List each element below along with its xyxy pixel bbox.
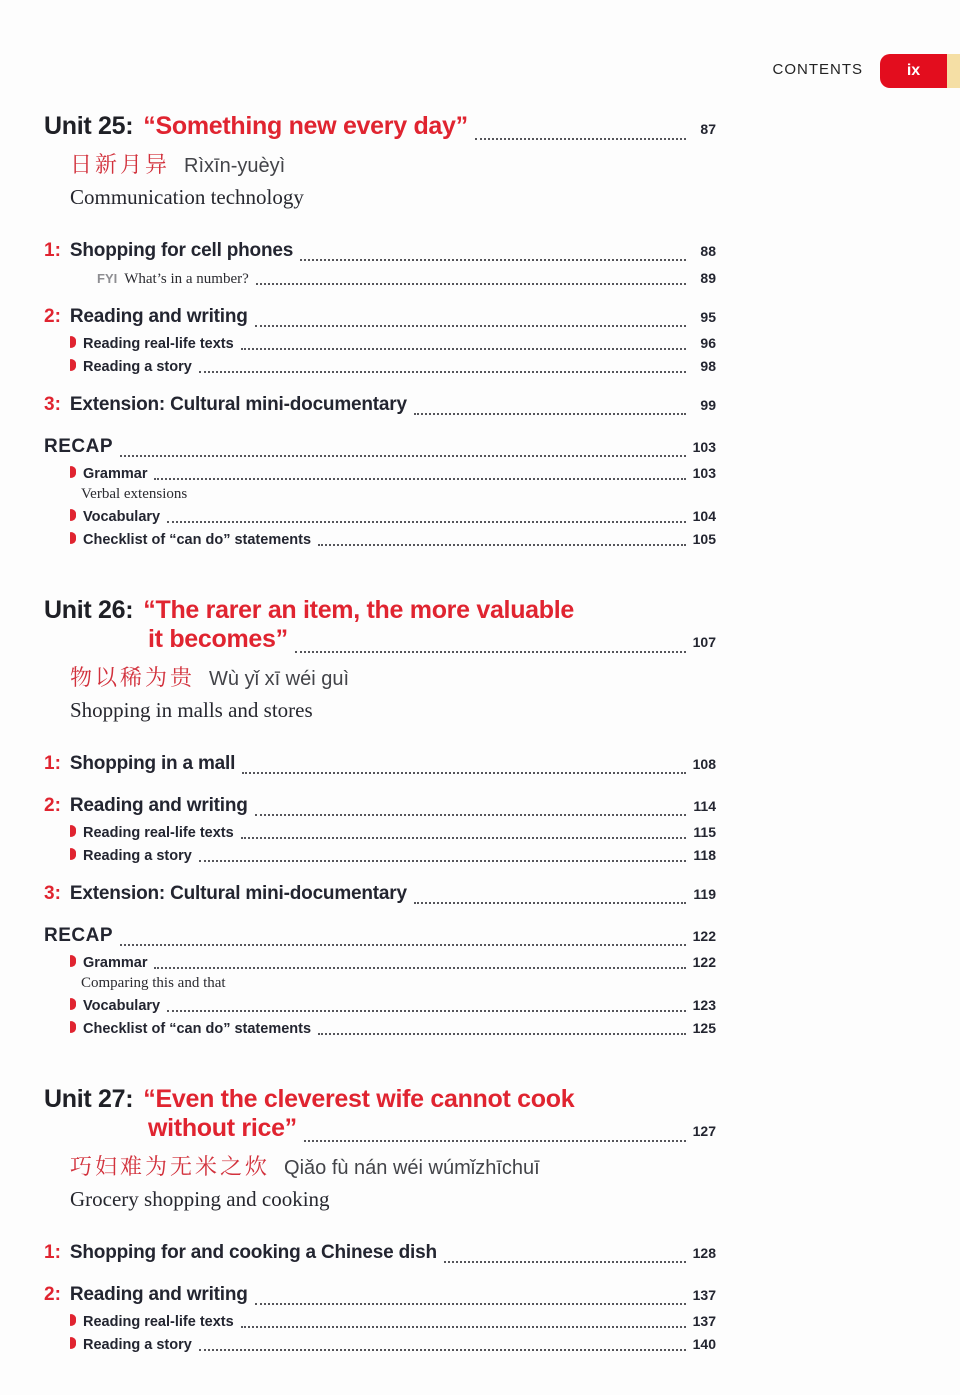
page-number: 89 bbox=[700, 270, 716, 286]
page-number: 122 bbox=[692, 954, 716, 970]
unit-subtitle: Grocery shopping and cooking bbox=[70, 1187, 330, 1211]
page-number: 96 bbox=[700, 335, 716, 351]
unit-block bbox=[44, 112, 716, 550]
bullet-icon bbox=[70, 359, 76, 371]
hanzi-proverb: 巧妇难为无米之炊 bbox=[70, 1154, 271, 1179]
proverb-row bbox=[44, 1153, 716, 1182]
dotted-leader bbox=[241, 1326, 686, 1328]
bullet-icon bbox=[70, 955, 76, 967]
section-row bbox=[44, 750, 716, 778]
section-number: 3: bbox=[44, 883, 61, 904]
pinyin-transcription: Rìxīn-yuèyì bbox=[184, 155, 286, 177]
unit-number-label: Unit 27: bbox=[44, 1085, 134, 1113]
section-title: Reading and writing bbox=[69, 1284, 248, 1305]
page-number: 114 bbox=[693, 798, 716, 814]
page-number: 115 bbox=[693, 824, 716, 840]
page-number: 137 bbox=[692, 1287, 716, 1303]
section-title: Shopping for cell phones bbox=[69, 240, 294, 261]
section-title: Extension: Cultural mini-documentary bbox=[69, 394, 407, 415]
dotted-leader bbox=[167, 521, 686, 523]
unit-title: “The rarer an item, the more valuable bbox=[143, 596, 575, 624]
unit-title-continued: without rice” bbox=[148, 1114, 297, 1142]
unit-heading bbox=[44, 112, 716, 144]
sub-item-row bbox=[44, 356, 716, 377]
section-row bbox=[44, 1239, 716, 1267]
page-number: 122 bbox=[692, 928, 716, 944]
page-number: 140 bbox=[692, 1336, 716, 1352]
page-number: 103 bbox=[692, 465, 716, 481]
dotted-leader bbox=[300, 259, 686, 261]
sub-item-title: Grammar bbox=[83, 955, 148, 971]
unit-block bbox=[44, 596, 716, 1039]
bullet-icon bbox=[70, 848, 76, 860]
grammar-topic-note: Verbal extensions bbox=[81, 486, 188, 502]
sub-item-row bbox=[44, 822, 716, 843]
dotted-leader bbox=[255, 814, 686, 816]
section-row bbox=[44, 303, 716, 331]
section-number: 2: bbox=[44, 306, 61, 327]
unit-number-label: Unit 25: bbox=[44, 112, 134, 140]
sub-item-row bbox=[44, 1311, 716, 1332]
fyi-row bbox=[44, 268, 716, 289]
page-number: 118 bbox=[693, 847, 716, 863]
page-number: 137 bbox=[692, 1313, 716, 1329]
sub-item-row bbox=[44, 529, 716, 550]
sub-item-row bbox=[44, 506, 716, 527]
section-number: 2: bbox=[44, 1284, 61, 1305]
page-number: 98 bbox=[700, 358, 716, 374]
bullet-icon bbox=[70, 825, 76, 837]
dotted-leader bbox=[154, 478, 686, 480]
unit-subtitle: Communication technology bbox=[70, 185, 304, 209]
unit-title: “Something new every day” bbox=[143, 112, 468, 140]
dotted-leader bbox=[199, 371, 686, 373]
page-number: 87 bbox=[700, 121, 716, 137]
sub-item-row bbox=[44, 463, 716, 484]
recap-title: RECAP bbox=[44, 925, 114, 946]
unit-heading-line2 bbox=[44, 625, 716, 657]
recap-row bbox=[44, 433, 716, 461]
grammar-topic-note: Comparing this and that bbox=[81, 975, 226, 991]
section-title: Shopping in a mall bbox=[69, 753, 236, 774]
sub-item-title: Checklist of “can do” statements bbox=[83, 1021, 312, 1037]
sub-item-title: Checklist of “can do” statements bbox=[83, 532, 312, 548]
hanzi-proverb: 日新月异 bbox=[70, 152, 171, 177]
sub-item-title: Grammar bbox=[83, 466, 148, 482]
unit-title-continued: it becomes” bbox=[148, 625, 288, 653]
fyi-text: What’s in a number? bbox=[124, 271, 249, 287]
sub-item-row bbox=[44, 333, 716, 354]
sub-item-row bbox=[44, 845, 716, 866]
sub-item-title: Reading real-life texts bbox=[83, 825, 234, 841]
unit-title: “Even the cleverest wife cannot cook bbox=[143, 1085, 575, 1113]
pinyin-transcription: Wù yǐ xī wéi guì bbox=[209, 668, 350, 690]
sub-item-title: Reading a story bbox=[83, 848, 192, 864]
dotted-leader bbox=[256, 283, 686, 285]
page-number: 127 bbox=[692, 1123, 716, 1139]
dotted-leader bbox=[444, 1261, 686, 1263]
sub-item-title: Reading real-life texts bbox=[83, 336, 234, 352]
page-number-badge: ix bbox=[880, 54, 947, 88]
dotted-leader bbox=[304, 1140, 686, 1142]
dotted-leader bbox=[414, 902, 686, 904]
unit-block bbox=[44, 1085, 716, 1355]
dotted-leader bbox=[167, 1010, 686, 1012]
dotted-leader bbox=[318, 544, 686, 546]
bullet-icon bbox=[70, 1337, 76, 1349]
section-title: Reading and writing bbox=[69, 795, 248, 816]
page-number: 119 bbox=[693, 886, 716, 902]
section-row bbox=[44, 391, 716, 419]
dotted-leader bbox=[255, 325, 686, 327]
page-number: 125 bbox=[692, 1020, 716, 1036]
bullet-icon bbox=[70, 998, 76, 1010]
section-title: Extension: Cultural mini-documentary bbox=[69, 883, 407, 904]
unit-heading bbox=[44, 596, 716, 625]
dotted-leader bbox=[199, 860, 686, 862]
page-number: 107 bbox=[692, 634, 716, 650]
page-number: 108 bbox=[692, 756, 716, 772]
sub-item-title: Reading a story bbox=[83, 359, 192, 375]
page-edge-stripe bbox=[947, 54, 960, 88]
proverb-row bbox=[44, 664, 716, 693]
unit-heading-line2 bbox=[44, 1114, 716, 1146]
unit-heading bbox=[44, 1085, 716, 1114]
bullet-icon bbox=[70, 336, 76, 348]
dotted-leader bbox=[295, 651, 686, 653]
section-row bbox=[44, 1281, 716, 1309]
sub-item-title: Vocabulary bbox=[83, 998, 161, 1014]
page-number: 123 bbox=[692, 997, 716, 1013]
bullet-icon bbox=[70, 466, 76, 478]
sub-item-title: Reading real-life texts bbox=[83, 1314, 234, 1330]
dotted-leader bbox=[318, 1033, 686, 1035]
fyi-label: FYI bbox=[97, 271, 118, 286]
section-row bbox=[44, 880, 716, 908]
bullet-icon bbox=[70, 532, 76, 544]
page-number: 103 bbox=[692, 439, 716, 455]
dotted-leader bbox=[241, 837, 686, 839]
dotted-leader bbox=[242, 772, 686, 774]
page-number: 99 bbox=[700, 397, 716, 413]
section-title: Shopping for and cooking a Chinese dish bbox=[69, 1242, 437, 1263]
table-of-contents bbox=[44, 0, 716, 1355]
dotted-leader bbox=[475, 138, 686, 140]
page-number: 128 bbox=[692, 1245, 716, 1261]
dotted-leader bbox=[241, 348, 686, 350]
sub-item-title: Vocabulary bbox=[83, 509, 161, 525]
dotted-leader bbox=[414, 413, 686, 415]
contents-header-label: CONTENTS bbox=[772, 61, 863, 78]
page-number: 104 bbox=[692, 508, 716, 524]
section-title: Reading and writing bbox=[69, 306, 248, 327]
dotted-leader bbox=[255, 1303, 686, 1305]
sub-item-row bbox=[44, 1018, 716, 1039]
sub-item-title: Reading a story bbox=[83, 1337, 192, 1353]
sub-item-row bbox=[44, 952, 716, 973]
dotted-leader bbox=[120, 455, 686, 457]
dotted-leader bbox=[199, 1349, 686, 1351]
page-number: 105 bbox=[692, 531, 716, 547]
pinyin-transcription: Qiǎo fù nán wéi wúmǐzhīchuī bbox=[284, 1157, 540, 1179]
proverb-row bbox=[44, 151, 716, 180]
bullet-icon bbox=[70, 1314, 76, 1326]
dotted-leader bbox=[154, 967, 686, 969]
unit-number-label: Unit 26: bbox=[44, 596, 134, 624]
recap-row bbox=[44, 922, 716, 950]
section-number: 1: bbox=[44, 240, 61, 261]
section-number: 2: bbox=[44, 795, 61, 816]
dotted-leader bbox=[120, 944, 686, 946]
section-number: 1: bbox=[44, 753, 61, 774]
page-number: 88 bbox=[700, 243, 716, 259]
bullet-icon bbox=[70, 1021, 76, 1033]
recap-title: RECAP bbox=[44, 436, 114, 457]
page-number: 95 bbox=[700, 309, 716, 325]
sub-item-row bbox=[44, 1334, 716, 1355]
sub-item-row bbox=[44, 995, 716, 1016]
section-row bbox=[44, 237, 716, 265]
section-number: 1: bbox=[44, 1242, 61, 1263]
bullet-icon bbox=[70, 509, 76, 521]
hanzi-proverb: 物以稀为贵 bbox=[70, 665, 196, 690]
section-number: 3: bbox=[44, 394, 61, 415]
unit-subtitle: Shopping in malls and stores bbox=[70, 698, 313, 722]
section-row bbox=[44, 792, 716, 820]
